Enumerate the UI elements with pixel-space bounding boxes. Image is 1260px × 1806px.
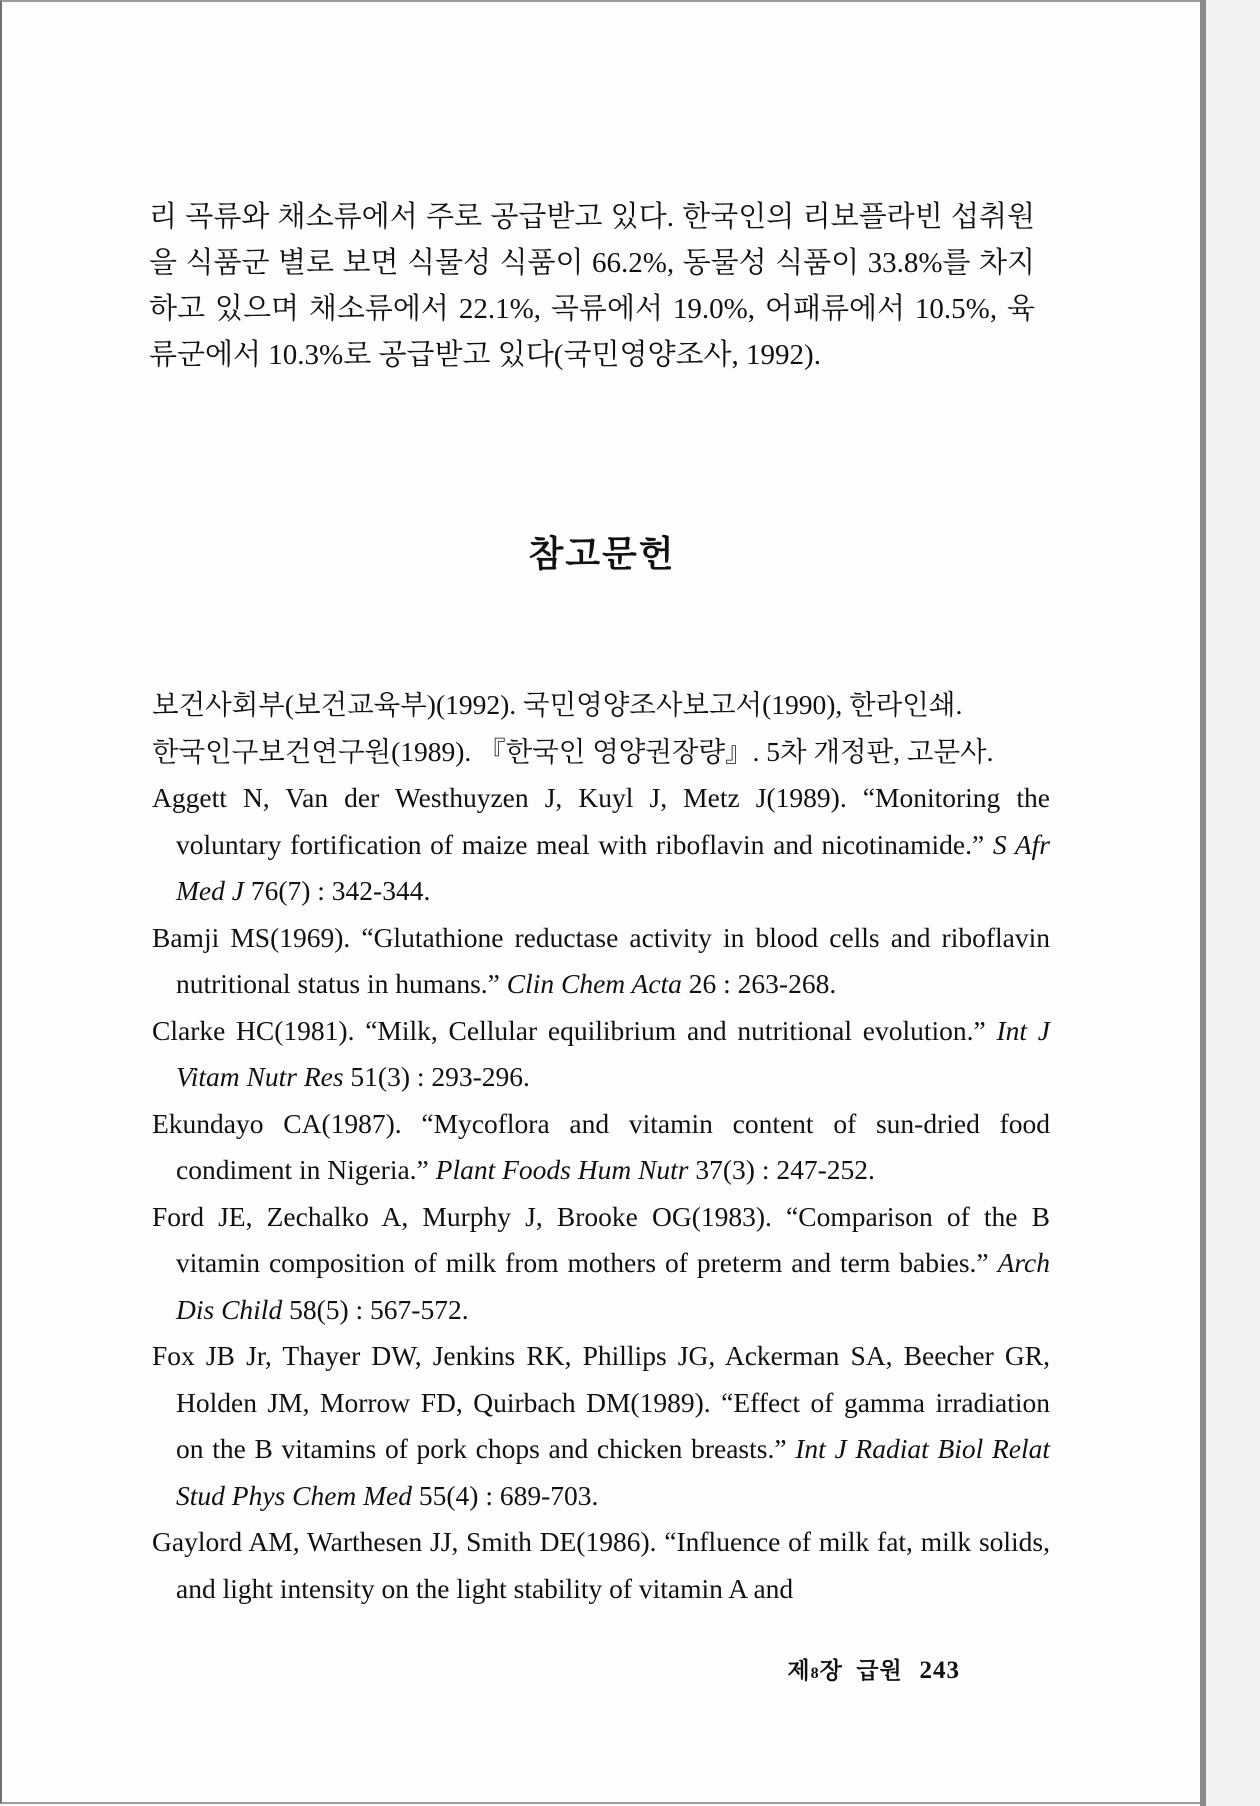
reference-journal: Arch Dis Child — [176, 1247, 1051, 1325]
reference-list — [152, 682, 1050, 1612]
chapter-prefix: 제 — [787, 1658, 811, 1683]
reference-journal: Int J Radiat Biol Relat Stud Phys Chem Med — [176, 1433, 1050, 1511]
reference-text: 보건사회부(보건교육부)(1992). 국민영양조사보고서(1990), 한라인쇄. — [152, 689, 963, 720]
reference-item — [152, 775, 1050, 915]
reference-item — [152, 729, 1050, 776]
chapter-suffix: 장 — [819, 1658, 843, 1683]
reference-item — [152, 1008, 1050, 1101]
reference-journal: Plant Foods Hum Nutr — [435, 1154, 689, 1185]
reference-text: Clarke HC(1981). “Milk, Cellular equilibrium and nutritional evolution.” — [152, 1014, 986, 1046]
reference-citation: 58(5) : 567-572. — [289, 1293, 469, 1325]
reference-text: Gaylord AM, Warthesen JJ, Smith DE(1986). “Influence of milk fat, milk solids, and light intensity on the light stability of vitamin A and — [152, 1526, 1050, 1604]
reference-citation: 76(7) : 342-344. — [250, 875, 431, 906]
intro-paragraph: 리 곡류와 채소류에서 주로 공급받고 있다. 한국인의 리보플라빈 섭취원을 식품군 별로 보면 식물성 식품이 66.2%, 동물성 식품이 33.8%를 차지하고 있으며 채소류에서 22.1%, 곡류에서 19.0%, 어패류에서 10.5%, 육류군에서 10.3%로 공급받고 있다(국민영양조사, 1992). — [149, 201, 1035, 371]
reference-citation: 55(4) : 689-703. — [418, 1479, 599, 1511]
reference-text: Aggett N, Van der Westhuyzen J, Kuyl J, Metz J(1989). “Monitoring the voluntary fortification of maize meal with riboflavin and nicotinamide.” — [152, 782, 1050, 860]
page-number: 243 — [919, 1657, 960, 1684]
chapter-title: 급원 — [856, 1658, 903, 1683]
reference-item — [152, 1519, 1050, 1612]
reference-text: Ford JE, Zechalko A, Murphy J, Brooke OG(1983). “Comparison of the B vitamin composition of milk from mothers of preterm and term babies.” — [152, 1200, 1050, 1278]
reference-text: Fox JB Jr, Thayer DW, Jenkins RK, Phillips JG, Ackerman SA, Beecher GR, Holden JM, Morrow FD, Quirbach DM(1989). “Effect of gamma irradiation on the B vitamins of pork chops and chicken breasts.” — [152, 1340, 1050, 1464]
reference-item — [152, 1101, 1050, 1194]
reference-journal: S Afr Med J — [176, 828, 1050, 906]
reference-item — [152, 1194, 1050, 1334]
reference-item — [152, 915, 1050, 1008]
page-footer — [787, 1652, 960, 1685]
chapter-number: 8 — [810, 1665, 820, 1682]
reference-citation: 51(3) : 293-296. — [350, 1061, 530, 1092]
reference-text: Bamji MS(1969). “Glutathione reductase activity in blood cells and riboflavin nutritional status in humans.” — [152, 921, 1050, 999]
section-title: 참고문헌 — [528, 534, 676, 574]
viewer-gutter — [1206, 0, 1260, 1806]
reference-citation: 26 : 263-268. — [688, 968, 837, 999]
reference-journal: Clin Chem Acta — [506, 968, 682, 999]
reference-citation: 37(3) : 247-252. — [695, 1154, 875, 1185]
reference-item — [152, 1333, 1050, 1519]
reference-text: 한국인구보건연구원(1989). 『한국인 영양권장량』. 5차 개정판, 고문사. — [152, 735, 994, 767]
reference-item — [152, 682, 1050, 729]
reference-text: Ekundayo CA(1987). “Mycoflora and vitamin content of sun-dried food condiment in Nigeria.” — [152, 1107, 1050, 1185]
reference-journal: Int J Vitam Nutr Res — [176, 1014, 1050, 1092]
